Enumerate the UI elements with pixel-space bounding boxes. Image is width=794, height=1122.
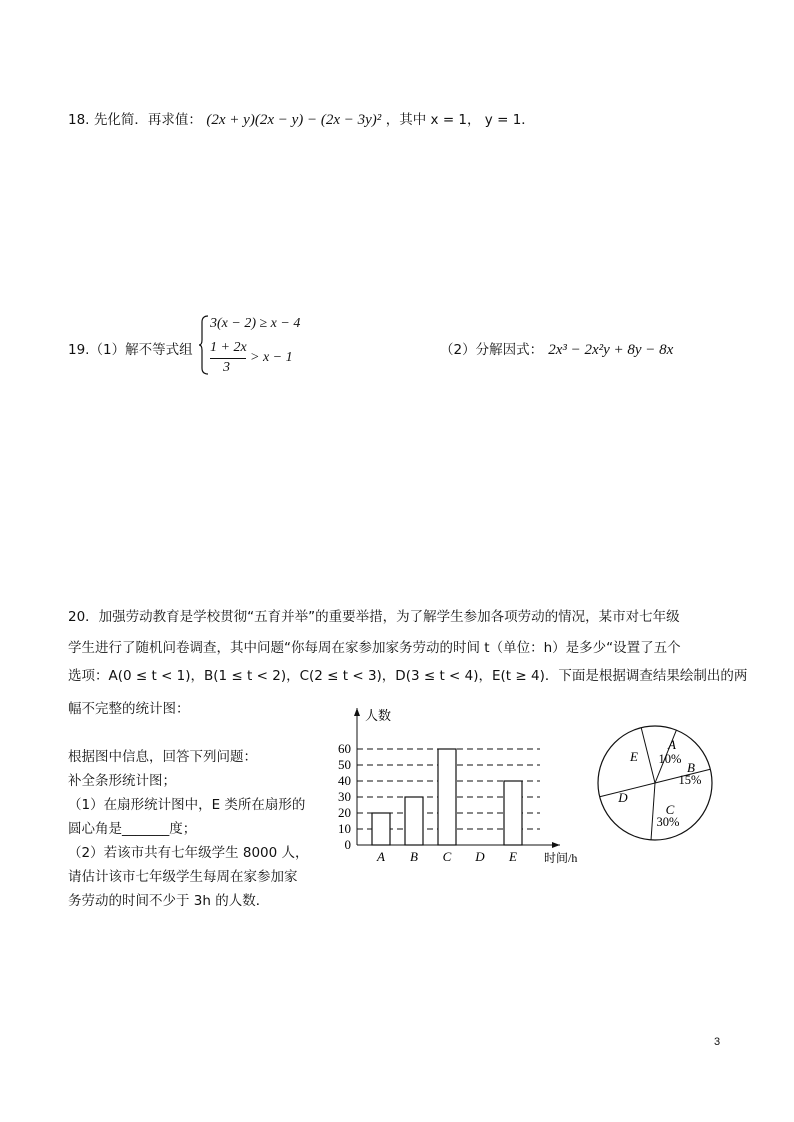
q18 (68, 108, 535, 129)
pie-label-C: C (665, 802, 675, 817)
q20-info: 根据图中信息，回答下列问题： (68, 749, 257, 765)
pie-value-C: 30% (656, 815, 680, 829)
pie-value-A: 10% (658, 752, 682, 766)
x-tick-label-B: B (410, 849, 418, 864)
left-brace-icon (198, 314, 210, 376)
q19-fraction-bar (210, 358, 246, 359)
pie-label-D: D (618, 790, 628, 805)
q18-condition: ，其中 x = 1， y = 1． (385, 112, 535, 128)
page-number: 3 (714, 1036, 721, 1048)
y-tick-label: 10 (338, 821, 351, 836)
q20-sub1b: 圆心角是_______度； (68, 821, 197, 837)
q20-sub1a: （1）在扇形统计图中，E 类所在扇形的 (68, 797, 306, 813)
x-axis-arrow-icon (552, 842, 560, 848)
x-axis-label: 时间/h (544, 851, 578, 865)
y-axis-arrow-icon (354, 708, 360, 716)
q19-part1-label: （1）解不等式组 (89, 342, 193, 358)
q19-ineq1: 3(x − 2) ≥ x − 4 (210, 316, 301, 331)
y-tick-label: 30 (338, 789, 351, 804)
q19-ineq2-num: 1 + 2x (210, 340, 247, 355)
q18-prompt: 先化简．再求值： (93, 112, 202, 128)
q20-sub2a: （2）若该市共有七年级学生 8000 人， (68, 845, 309, 861)
x-tick-label-C: C (442, 849, 452, 864)
q19-part2-label: （2）分解因式： (440, 342, 544, 358)
bar-B (405, 797, 423, 845)
q18-expression: (2x + y)(2x − y) − (2x − 3y)² (206, 112, 382, 128)
q20-task: 补全条形统计图； (68, 773, 176, 789)
y-tick-label: 0 (344, 837, 351, 852)
q20-line4: 幅不完整的统计图： (68, 701, 190, 717)
pie-label-A: A (668, 737, 676, 752)
pie-value-B: 15% (678, 773, 702, 787)
q19-part2-expr: 2x³ − 2x²y + 8y − 8x (548, 342, 674, 358)
x-tick-label-A: A (377, 849, 385, 864)
q19-system (198, 314, 318, 378)
x-tick-label-D: D (475, 849, 485, 864)
pie-chart (590, 718, 720, 848)
q20-sub2b: 请估计该市七年级学生每周在家参加家 (68, 869, 298, 885)
x-tick-label-E: E (509, 849, 517, 864)
q19-part2 (440, 338, 673, 359)
q19-ineq2-rhs: > x − 1 (250, 350, 293, 365)
q20-line2: 学生进行了随机问卷调查，其中问题“你每周在家参加家务劳动的时间 t（单位：h）是多少“设置了五个 (68, 640, 681, 656)
y-tick-label: 20 (338, 805, 351, 820)
bar-chart (330, 700, 590, 870)
y-axis-label: 人数 (365, 708, 392, 723)
q18-number: 18. (68, 112, 90, 128)
y-tick-label: 40 (338, 773, 351, 788)
q19-label (68, 338, 193, 358)
bar-A (372, 813, 390, 845)
y-tick-label: 50 (338, 757, 351, 772)
q19-ineq2-den: 3 (223, 360, 230, 375)
bar-C (438, 749, 456, 845)
bar-E (504, 781, 522, 845)
y-tick-label: 60 (338, 741, 351, 756)
q20-line3: 选项：A(0 ≤ t < 1)，B(1 ≤ t < 2)，C(2 ≤ t < 3)，D(3 ≤ t < 4)，E(t ≥ 4)．下面是根据调查结果绘制出的两 (68, 668, 748, 684)
q20-line1: 20．加强劳动教育是学校贯彻“五育并举”的重要举措，为了解学生参加各项劳动的情况，某市对七年级 (68, 609, 680, 625)
q20-sub2c: 务劳动的时间不少于 3h 的人数． (68, 893, 270, 909)
pie-label-E: E (630, 749, 638, 764)
pie-label-B: B (687, 760, 695, 775)
q19-number: 19. (68, 342, 90, 358)
